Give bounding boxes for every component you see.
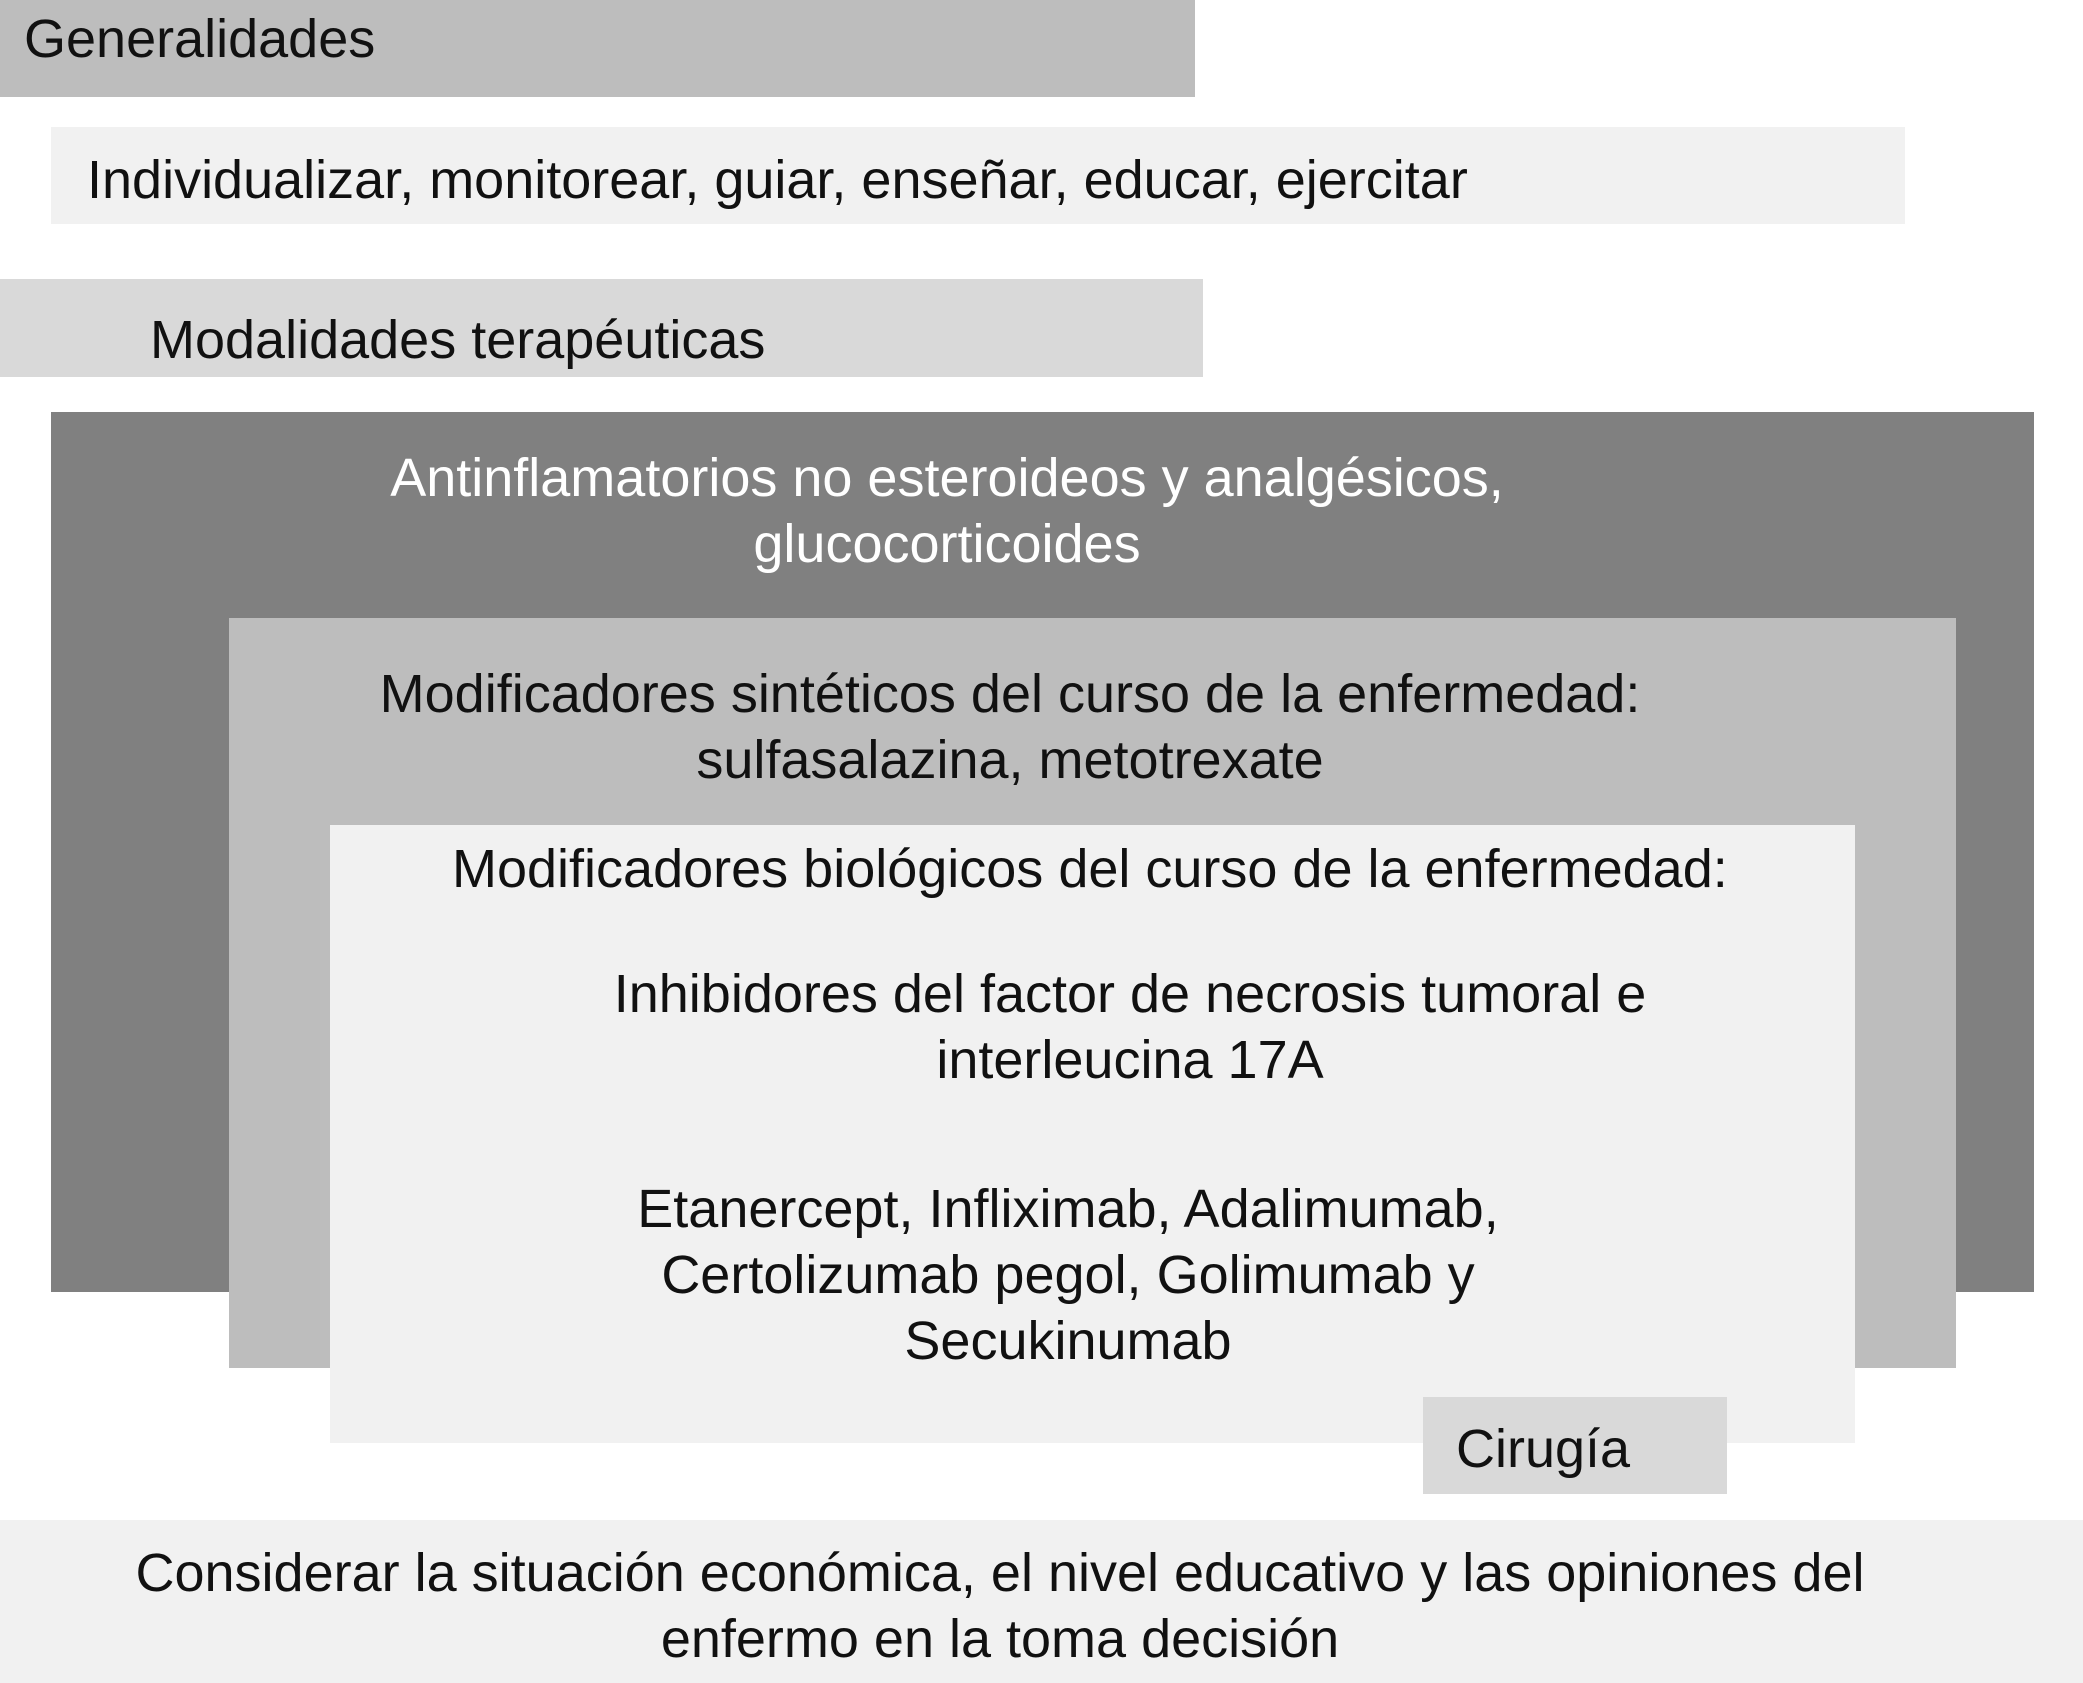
farmacos-text (568, 1176, 1568, 1374)
aine-line2: glucocorticoides (753, 514, 1141, 574)
aine-text (347, 445, 1547, 577)
farmacos-line3: Secukinumab (904, 1311, 1232, 1371)
farmacos-line2: Certolizumab pegol, Golimumab y (661, 1245, 1475, 1305)
modalidades-label: Modalidades terapéuticas (150, 310, 766, 370)
sinteticos-text (360, 661, 1660, 793)
cirugia-label: Cirugía (1456, 1419, 1631, 1479)
sinteticos-line1: Modificadores sintéticos del curso de la enfermedad: (379, 664, 1641, 724)
acciones-text: Individualizar, monitorear, guiar, enseñar, educar, ejercitar (87, 150, 1468, 210)
inhibidores-line1: Inhibidores del factor de necrosis tumoral e (613, 964, 1647, 1024)
consideraciones-line2: enfermo en la toma decisión (660, 1609, 1340, 1669)
inhibidores-line2: interleucina 17A (936, 1030, 1324, 1090)
aine-line1: Antinflamatorios no esteroideos y analgésicos, (390, 448, 1504, 508)
biologicos-title: Modificadores biológicos del curso de la enfermedad: (452, 839, 1728, 899)
consideraciones-line1: Considerar la situación económica, el nivel educativo y las opiniones del (135, 1543, 1865, 1603)
sinteticos-line2: sulfasalazina, metotrexate (696, 730, 1324, 790)
inhibidores-text (580, 961, 1680, 1093)
consideraciones-text (0, 1540, 2000, 1672)
farmacos-line1: Etanercept, Infliximab, Adalimumab, (637, 1179, 1499, 1239)
generalidades-label: Generalidades (24, 9, 376, 69)
